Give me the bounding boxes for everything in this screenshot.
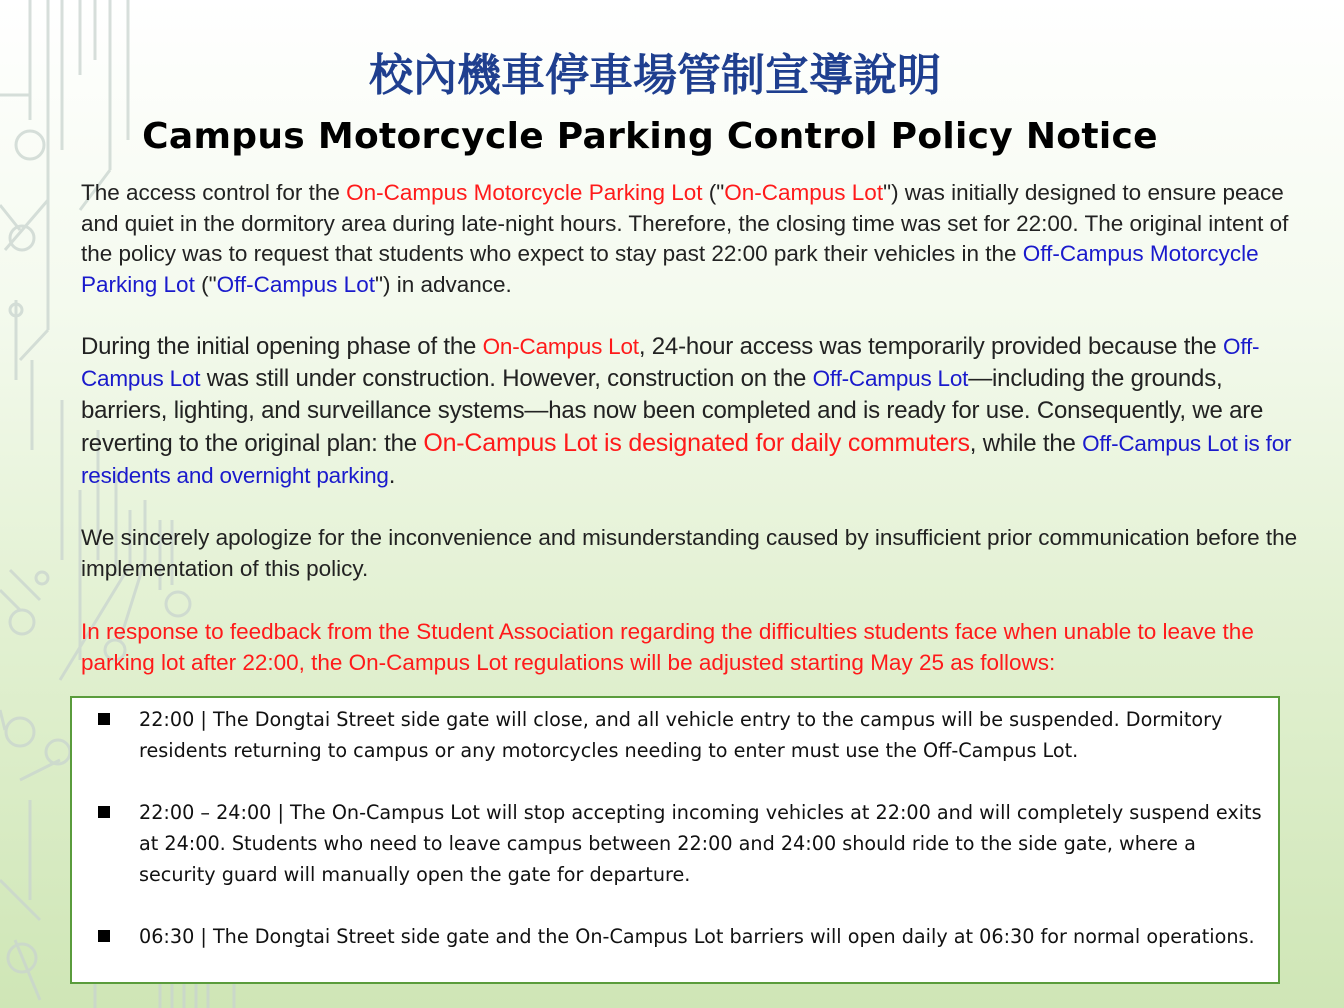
page-title-english: Campus Motorcycle Parking Control Policy Notice <box>142 116 1158 157</box>
paragraph-opening-phase <box>81 331 1306 492</box>
highlight-residents-overnight: Off-Campus Lot is for residents and overnight parking <box>81 431 1292 488</box>
highlight-on-campus-lot: On-Campus Lot <box>724 180 884 205</box>
bullet-text: 22:00 – 24:00 | The On-Campus Lot will stop accepting incoming vehicles at 22:00 and will completely suspend exits at 24:00. Students who need to leave campus between 22:00 and 24:00 should ride to the side gate, where a security guard will manually open the gate for departure. <box>139 801 1262 886</box>
bullet-text: 22:00 | The Dongtai Street side gate will close, and all vehicle entry to the campus will be suspended. Dormitory residents returning to campus or any motorcycles needing to enter must use the Off-Campus Lot. <box>139 708 1223 762</box>
square-bullet-icon <box>98 930 110 942</box>
schedule-box <box>70 696 1280 984</box>
bullet-text: 06:30 | The Dongtai Street side gate and the On-Campus Lot barriers will open daily at 06:30 for normal operations. <box>139 925 1255 948</box>
paragraph-access-control <box>81 178 1306 300</box>
text-span: —including the grounds, barriers, lighting, and surveillance systems—has now been completed and is ready for use. Consequently, we are reverting to the original plan: the <box>81 365 1264 457</box>
square-bullet-icon <box>98 806 110 818</box>
paragraph-apology: We sincerely apologize for the inconvenience and misunderstanding caused by insufficient prior communication before the implementation of this policy. <box>81 525 1298 581</box>
highlight-off-campus-lot: Off-Campus Lot <box>216 271 375 297</box>
text-span: ") was initially designed to ensure peace and quiet in the dormitory area during late-night hours. Therefore, the closing time was set for 22:00. The original intent of the policy was to request that students who expect to stay past 22:00 park their vehicles in the <box>81 180 1289 266</box>
text-span: ") in advance. <box>374 271 512 297</box>
paragraph-adjustment-notice: In response to feedback from the Student Association regarding the difficulties students face when unable to leave the parking lot after 22:00, the On-Campus Lot regulations will be adjusted starting May 25 as follows: <box>81 619 1254 675</box>
text-span: , while the <box>969 430 1083 457</box>
highlight-off-campus-lot: Off-Campus Lot <box>81 334 1260 391</box>
page-title-chinese: 校內機車停車場管制宣導說明 <box>369 50 941 101</box>
text-span: During the initial opening phase of the <box>81 333 483 360</box>
text-span: (" <box>194 271 217 297</box>
highlight-on-campus-lot: On-Campus Lot <box>482 334 639 359</box>
highlight-daily-commuters: On-Campus Lot is designated for daily commuters <box>423 429 970 457</box>
text-span: . <box>388 462 396 489</box>
text-span: The access control for the <box>81 180 347 205</box>
highlight-on-campus-parking-lot: On-Campus Motorcycle Parking Lot <box>346 180 703 205</box>
highlight-off-campus-lot: Off-Campus Lot <box>812 366 969 391</box>
square-bullet-icon <box>98 713 110 725</box>
highlight-off-campus-parking-lot: Off-Campus Motorcycle Parking Lot <box>81 241 1259 297</box>
text-span: , 24-hour access was temporarily provided because the <box>638 333 1224 360</box>
text-span: (" <box>702 180 725 205</box>
text-span: was still under construction. However, construction on the <box>200 365 813 392</box>
